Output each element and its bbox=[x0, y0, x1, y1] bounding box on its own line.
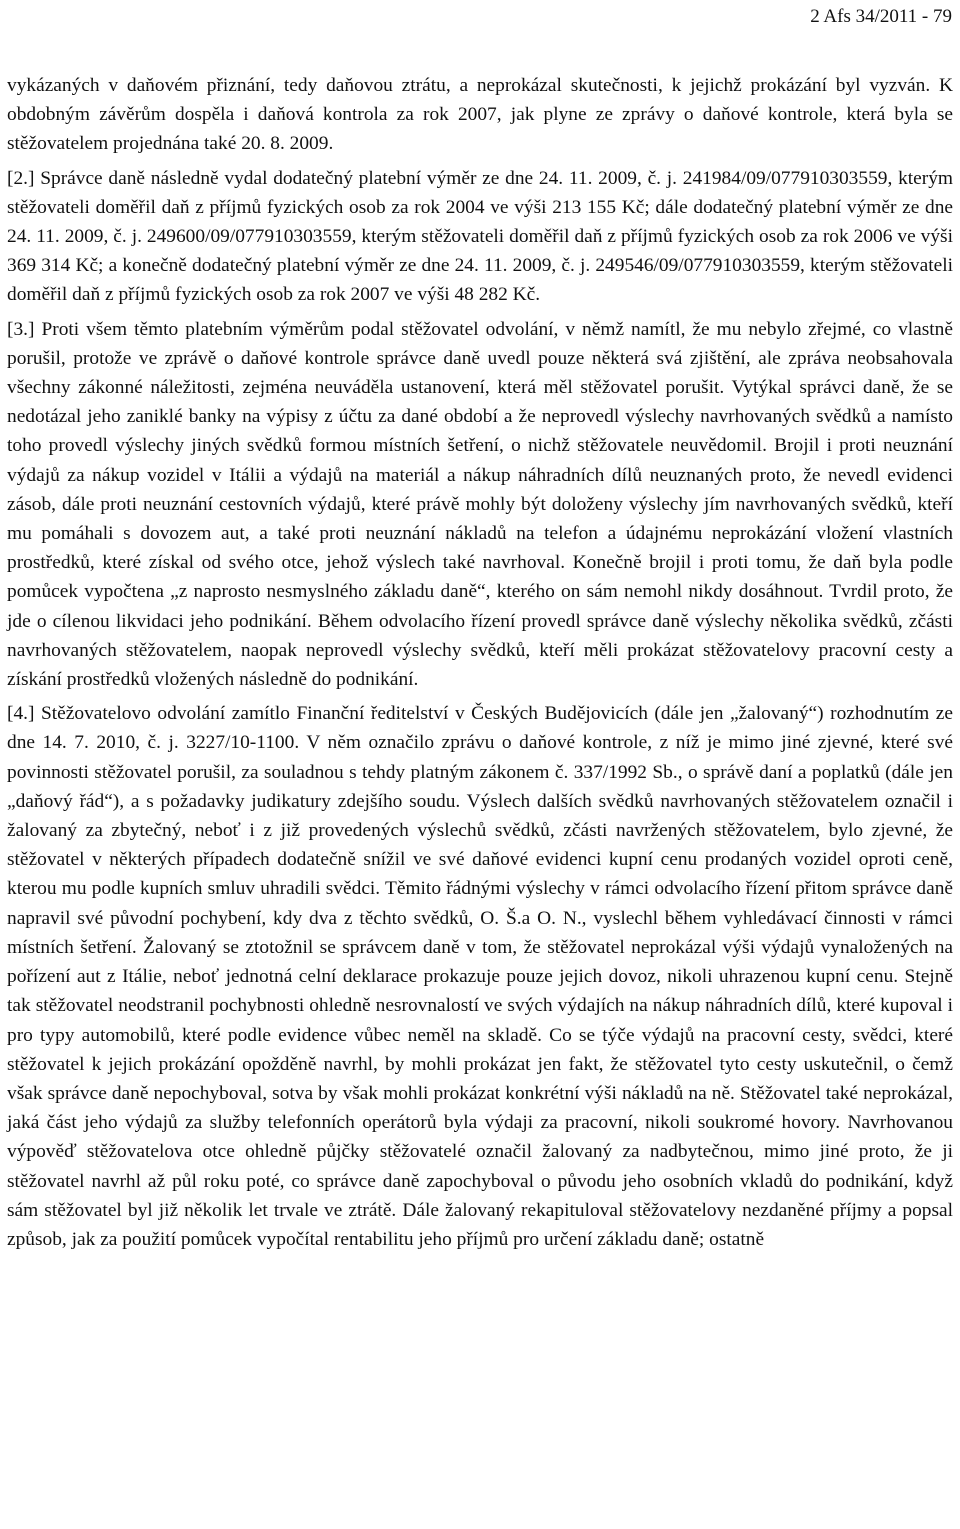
paragraph-4: [4.] Stěžovatelovo odvolání zamítlo Finanční ředitelství v Českých Budějovicích (dále jen „žalovaný“) rozhodnutím ze dne 14. 7. 2010, č. j. 3227/10-1100. V něm označilo zprávu o daňové kontrole, z níž je mimo jiné zjevné, které své povinnosti stěžovatel porušil, za souladnou s tehdy platným zákonem č. 337/1992 Sb., o správě daní a poplatků (dále jen „daňový řád“), a s požadavky judikatury zdejšího soudu. Výslech dalších svědků navrhovaných stěžovatelem označil i žalovaný za zbytečný, neboť i z již provedených výslechů svědků, zčásti navržených stěžovatelem, bylo zjevné, že stěžovatel v některých případech dodatečně snížil ve své daňové evidenci kupní cenu prodaných vozidel oproti ceně, kterou mu podle kupních smluv uhradili svědci. Těmito řádnými výslechy v rámci odvolacího řízení přitom správce daně napravil své původní pochybení, kdy dva z těchto svědků, O. Š.a O. N., vyslechl během vyhledávací činnosti v rámci místních šetření. Žalovaný se ztotožnil se správcem daně v tom, že stěžovatel neprokázal výši výdajů vynaložených na pořízení aut z Itálie, neboť jednotná celní deklarace prokazuje pouze jejich dovoz, nikoli uhrazenou kupní cenu. Stejně tak stěžovatel neodstranil pochybnosti ohledně nesrovnalostí ve svých výdajích na nákup náhradních dílů, které kupoval i pro typy automobilů, které podle evidence vůbec neměl na skladě. Co se týče výdajů na pracovní cesty, svědci, které stěžovatel k jejich prokázání opožděně navrhl, by mohli prokázat jen fakt, že stěžovatel tyto cesty uskutečnil, o čemž však správce daně nepochyboval, sotva by však mohli prokázat konkrétní výši nákladů na ně. Stěžovatel také neprokázal, jaká část jeho výdajů za služby telefonních operátorů byla výdaji za pracovní, nikoli soukromé hovory. Navrhovanou výpověď stěžovatelova otce ohledně půjčky stěžovatelé označil žalovaný za nadbytečnou, mimo jiné proto, že ji stěžovatel navrhl až půl roku poté, co správce daně zapochyboval o původu jeho osobních vkladů do podnikání, když sám stěžovatel byl již několik let trvale ve ztrátě. Dále žalovaný rekapituloval stěžovatelovy nezdaněné příjmy a popsal způsob, jak za použití pomůcek vypočítal rentabilitu jeho příjmů pro určení základu daně; ostatně bbox=[7, 703, 953, 1250]
paragraph-3: [3.] Proti všem těmto platebním výměrům podal stěžovatel odvolání, v němž namítl, že mu nebylo zřejmé, co vlastně porušil, protože ve zprávě o daňové kontrole správce daně uvedl pouze některá svá zjištění, ale zpráva neobsahovala všechny zákonné náležitosti, zejména neuváděla ustanovení, která měl stěžovatel porušit. Vytýkal správci daně, že se nedotázal jeho zaniklé banky na výpisy z účtu za dané období a že neprovedl výslechy navrhovaných svědků a namísto toho provedl výslechy jiných svědků formou místních šetření, o nichž stěžovatele neuvědomil. Brojil i proti neuznání výdajů za nákup vozidel v Itálii a výdajů na materiál a nákup náhradních dílů neuznaných proto, že nevedl evidenci zásob, dále proti neuznání cestovních výdajů, které právě mohly být doloženy výslechy jím navrhovaných svědků, kteří mu pomáhali s dovozem aut, a také proti neuznání nákladů na telefon a údajnému neprokázání vložení vlastních prostředků, které získal od svého otce, jehož výslech také navrhoval. Konečně brojil i proti tomu, že daň byla podle pomůcek vypočtena „z naprosto nesmyslného základu daně“, kterého on sám nemohl nikdy dosáhnout. Tvrdil proto, že jde o cílenou likvidaci jeho podnikání. Během odvolacího řízení provedl správce daně výslechy několika svědků, zčásti navrhovaných stěžovatelem, naopak neprovedl výslechy svědků, kteří měli prokázat stěžovatelovy pracovní cesty a získání prostředků vložených následně do podnikání. bbox=[7, 318, 953, 691]
page-header-case-number: 2 Afs 34/2011 - 79 bbox=[810, 6, 952, 27]
paragraph-2: [2.] Správce daně následně vydal dodatečný platební výměr ze dne 24. 11. 2009, č. j. 241984/09/077910303559, kterým stěžovateli doměřil daň z příjmů fyzických osob za rok 2004 ve výši 213 155 Kč; dále dodatečný platební výměr ze dne 24. 11. 2009, č. j. 249600/09/077910303559, kterým stěžovateli doměřil daň z příjmů fyzických osob za rok 2006 ve výši 369 314 Kč; a konečně dodatečný platební výměr ze dne 24. 11. 2009, č. j. 249546/09/077910303559, kterým stěžovateli doměřil daň z příjmů fyzických osob za rok 2007 ve výši 48 282 Kč. bbox=[7, 167, 953, 306]
document-body bbox=[7, 71, 953, 1254]
paragraph-continuation: vykázaných v daňovém přiznání, tedy daňovou ztrátu, a neprokázal skutečnosti, k jejichž prokázání byl vyzván. K obdobným závěrům dospěla i daňová kontrola za rok 2007, jak plyne ze zprávy o daňové kontrole, která byla se stěžovatelem projednána také 20. 8. 2009. bbox=[7, 75, 953, 155]
